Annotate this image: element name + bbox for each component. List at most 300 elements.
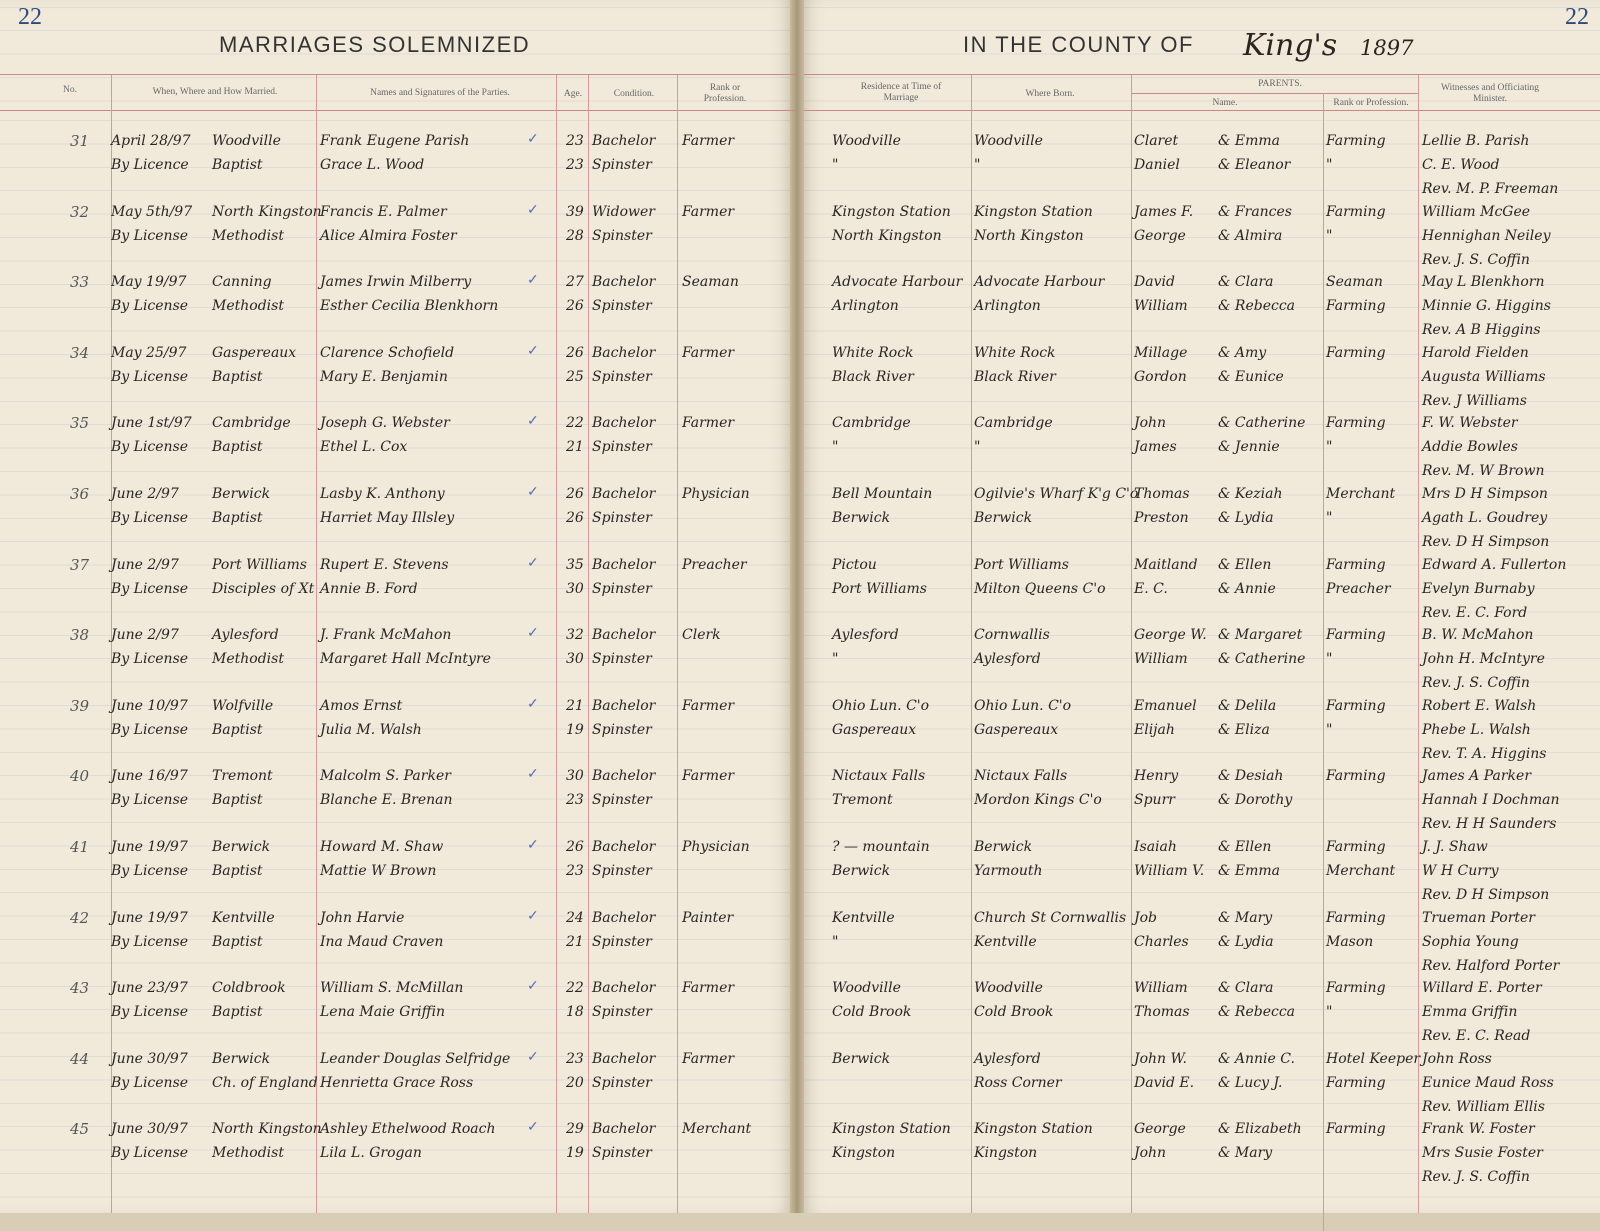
- entry-residence-bride: ": [832, 157, 839, 173]
- entry-groom-father: Emanuel: [1134, 697, 1197, 714]
- entry-minister: Rev. M. P. Freeman: [1422, 181, 1559, 197]
- entry-place: Tremont: [212, 768, 273, 785]
- entry-bride-parents-rank: Farming: [1326, 1074, 1386, 1091]
- entry-born-bride: ": [974, 157, 981, 173]
- column-divider: [677, 75, 678, 1213]
- entry-groom-age: 26: [566, 839, 584, 855]
- entry-residence-groom: Advocate Harbour: [832, 274, 963, 291]
- entry-groom-name: Clarence Schofield: [320, 344, 455, 361]
- entry-witness-2: Evelyn Burnaby: [1422, 580, 1535, 597]
- entry-witness-1: Robert E. Walsh: [1422, 697, 1537, 714]
- entry-date: June 2/97: [111, 486, 179, 502]
- entry-groom-mother: & Clara: [1218, 980, 1274, 997]
- entry-residence-groom: Kingston Station: [832, 203, 951, 220]
- entry-groom-parents-rank: Seaman: [1326, 274, 1383, 291]
- entry-bride-condition: Spinster: [592, 510, 652, 526]
- entry-witness-2: Phebe L. Walsh: [1422, 721, 1531, 738]
- column-divider: [971, 75, 972, 1213]
- entry-minister: Rev. D H Simpson: [1422, 534, 1550, 550]
- entry-bride-mother: & Lucy J.: [1218, 1074, 1283, 1091]
- entry-number: 39: [70, 696, 90, 715]
- entry-license: By License: [111, 439, 189, 456]
- entry-place: Aylesford: [212, 627, 279, 644]
- entry-bride-age: 23: [566, 157, 584, 173]
- entry-groom-profession: Farmer: [682, 768, 735, 785]
- entry-groom-profession: Farmer: [682, 203, 735, 220]
- entry-witness-1: J. J. Shaw: [1422, 839, 1488, 855]
- entry-residence-bride: Port Williams: [832, 580, 927, 597]
- entry-witness-2: Agath L. Goudrey: [1422, 510, 1548, 526]
- check-mark-icon: ✓: [527, 696, 539, 712]
- entry-place: Cambridge: [212, 415, 291, 432]
- entry-bride-mother: & Catherine: [1218, 651, 1306, 668]
- entry-groom-father: James F.: [1134, 203, 1194, 220]
- entry-groom-mother: & Desiah: [1218, 768, 1284, 785]
- entry-groom-age: 22: [566, 980, 584, 997]
- entry-groom-age: 27: [566, 274, 584, 291]
- entry-bride-name: Mary E. Benjamin: [320, 368, 448, 385]
- entry-born-bride: Aylesford: [974, 651, 1041, 668]
- entry-minister: Rev. J. S. Coffin: [1422, 251, 1530, 268]
- entry-minister: Rev. J. S. Coffin: [1422, 675, 1530, 692]
- entry-born-groom: Woodville: [974, 133, 1043, 149]
- entry-born-bride: Berwick: [974, 510, 1033, 526]
- entry-license: By License: [111, 298, 189, 315]
- check-mark-icon: ✓: [527, 1049, 539, 1065]
- entry-residence-groom: Berwick: [832, 1050, 891, 1067]
- entry-license: By License: [111, 651, 189, 668]
- entry-witness-2: Minnie G. Higgins: [1422, 298, 1551, 315]
- entry-groom-parents-rank: Hotel Keeper: [1326, 1050, 1421, 1067]
- entry-license: By License: [111, 227, 189, 244]
- header-when: When, Where and How Married.: [152, 87, 278, 97]
- entry-bride-father: Elijah: [1134, 721, 1175, 738]
- entry-license: By License: [111, 1074, 189, 1091]
- entry-born-groom: Berwick: [974, 839, 1033, 855]
- entry-bride-condition: Spinster: [592, 1074, 652, 1091]
- entry-residence-groom: Pictou: [832, 556, 877, 573]
- entry-bride-age: 21: [566, 439, 584, 456]
- entry-groom-name: Rupert E. Stevens: [320, 556, 449, 573]
- entry-minister: Rev. M. W Brown: [1422, 463, 1545, 480]
- entry-place: North Kingston: [212, 1121, 322, 1138]
- entry-bride-condition: Spinster: [592, 298, 652, 315]
- entry-groom-mother: & Keziah: [1218, 486, 1283, 502]
- entry-born-bride: Yarmouth: [974, 863, 1043, 879]
- entry-denomination: Baptist: [212, 1004, 263, 1021]
- entry-place: Woodville: [212, 133, 281, 149]
- entry-bride-name: Henrietta Grace Ross: [320, 1074, 474, 1091]
- entry-bride-name: Margaret Hall McIntyre: [320, 651, 491, 668]
- entry-residence-groom: Woodville: [832, 980, 901, 997]
- entry-groom-mother: & Ellen: [1218, 839, 1272, 855]
- entry-bride-mother: & Eunice: [1218, 368, 1284, 385]
- entry-residence-bride: Black River: [832, 368, 914, 385]
- check-mark-icon: ✓: [527, 343, 539, 359]
- entry-license: By License: [111, 580, 189, 597]
- entry-witness-1: B. W. McMahon: [1422, 627, 1534, 644]
- entry-residence-groom: Kentville: [832, 909, 895, 926]
- entry-bride-condition: Spinster: [592, 157, 652, 173]
- entry-groom-profession: Painter: [682, 909, 734, 926]
- header-rank: Rank or Profession.: [703, 83, 747, 104]
- entry-groom-parents-rank: Farming: [1326, 415, 1386, 432]
- entry-residence-bride: Gaspereaux: [832, 721, 917, 738]
- entry-groom-name: J. Frank McMahon: [320, 627, 452, 644]
- entry-groom-father: Job: [1134, 909, 1158, 926]
- entry-born-groom: Kingston Station: [974, 1121, 1093, 1138]
- entry-bride-condition: Spinster: [592, 721, 652, 738]
- entry-groom-father: William: [1134, 980, 1188, 997]
- entry-groom-age: 24: [566, 909, 584, 926]
- entry-place: Canning: [212, 274, 272, 291]
- entry-license: By License: [111, 721, 189, 738]
- entry-bride-condition: Spinster: [592, 1145, 652, 1162]
- entry-place: Berwick: [212, 839, 271, 855]
- check-mark-icon: ✓: [527, 202, 539, 218]
- entry-minister: Rev. E. C. Read: [1422, 1028, 1531, 1045]
- right-title: IN THE COUNTY OF: [963, 32, 1194, 57]
- entry-bride-age: 26: [566, 510, 584, 526]
- entry-bride-age: 20: [566, 1074, 584, 1091]
- entry-bride-parents-rank: Mason: [1326, 933, 1374, 950]
- entry-bride-condition: Spinster: [592, 933, 652, 950]
- entry-bride-mother: & Dorothy: [1218, 792, 1293, 809]
- entry-number: 38: [70, 626, 90, 645]
- header-born: Where Born.: [1025, 89, 1075, 99]
- entry-witness-2: Eunice Maud Ross: [1422, 1074, 1554, 1091]
- entry-born-bride: Kingston: [974, 1145, 1038, 1162]
- entry-residence-groom: ? — mountain: [832, 839, 930, 855]
- entry-groom-condition: Bachelor: [592, 839, 656, 855]
- check-mark-icon: ✓: [527, 626, 539, 642]
- column-divider: [556, 75, 557, 1213]
- entry-groom-parents-rank: Farming: [1326, 344, 1386, 361]
- entry-groom-name: Howard M. Shaw: [320, 839, 444, 855]
- entry-groom-name: Leander Douglas Selfridge: [320, 1050, 511, 1067]
- entry-denomination: Disciples of Xt: [212, 580, 315, 597]
- entry-bride-father: Charles: [1134, 933, 1189, 950]
- entry-bride-father: Daniel: [1134, 157, 1180, 173]
- entry-denomination: Methodist: [212, 298, 284, 315]
- entry-groom-mother: & Margaret: [1218, 627, 1303, 644]
- entry-residence-groom: White Rock: [832, 344, 914, 361]
- entry-witness-2: Sophia Young: [1422, 933, 1519, 950]
- entry-groom-age: 23: [566, 133, 584, 149]
- entry-groom-profession: Farmer: [682, 1050, 735, 1067]
- entry-witness-1: Trueman Porter: [1422, 909, 1535, 926]
- entry-bride-name: Mattie W Brown: [320, 863, 437, 879]
- entry-groom-condition: Bachelor: [592, 627, 656, 644]
- entry-minister: Rev. E. C. Ford: [1422, 604, 1528, 621]
- entry-residence-groom: Ohio Lun. C'o: [832, 697, 930, 714]
- entry-groom-name: Ashley Ethelwood Roach: [320, 1121, 496, 1138]
- entry-born-bride: Kentville: [974, 933, 1037, 950]
- entry-groom-profession: Farmer: [682, 415, 735, 432]
- entry-bride-parents-rank: ": [1326, 1004, 1333, 1021]
- entry-residence-bride: ": [832, 651, 839, 668]
- entry-groom-father: George: [1134, 1121, 1186, 1138]
- entry-born-groom: White Rock: [974, 344, 1056, 361]
- entry-groom-profession: Merchant: [682, 1121, 752, 1138]
- entry-groom-age: 35: [566, 556, 584, 573]
- entry-bride-father: William: [1134, 298, 1188, 315]
- entry-groom-profession: Preacher: [682, 556, 747, 573]
- entry-groom-parents-rank: Farming: [1326, 1121, 1386, 1138]
- entry-witness-2: C. E. Wood: [1422, 157, 1500, 173]
- entry-groom-mother: & Delila: [1218, 697, 1277, 714]
- entry-groom-condition: Widower: [592, 203, 655, 220]
- entry-born-bride: North Kingston: [974, 227, 1084, 244]
- entry-license: By License: [111, 1145, 189, 1162]
- entry-witness-2: Addie Bowles: [1422, 439, 1518, 456]
- column-divider: [316, 75, 317, 1213]
- entry-groom-profession: Physician: [682, 839, 750, 855]
- entry-groom-profession: Physician: [682, 486, 750, 502]
- entry-date: June 16/97: [111, 768, 188, 785]
- entry-witness-2: Hannah I Dochman: [1422, 792, 1560, 809]
- entry-groom-parents-rank: Merchant: [1326, 486, 1396, 502]
- entry-witness-1: James A Parker: [1422, 768, 1532, 785]
- entry-born-bride: Arlington: [974, 298, 1041, 315]
- entry-witness-1: Edward A. Fullerton: [1422, 556, 1567, 573]
- entry-groom-name: Malcolm S. Parker: [320, 768, 451, 785]
- column-divider: [1131, 75, 1132, 1213]
- entry-bride-age: 30: [566, 651, 584, 668]
- entry-groom-name: Joseph G. Webster: [320, 415, 450, 432]
- entry-groom-name: William S. McMillan: [320, 980, 464, 997]
- entry-bride-mother: & Jennie: [1218, 439, 1280, 456]
- entry-bride-father: William: [1134, 651, 1188, 668]
- entry-groom-age: 21: [566, 697, 584, 714]
- left-page-number: 22: [18, 4, 42, 30]
- entry-residence-bride: Berwick: [832, 863, 891, 879]
- entry-groom-parents-rank: Farming: [1326, 839, 1386, 855]
- entry-groom-condition: Bachelor: [592, 274, 656, 291]
- entry-groom-age: 29: [566, 1121, 584, 1138]
- entry-minister: Rev. William Ellis: [1422, 1098, 1545, 1115]
- entry-groom-profession: Farmer: [682, 344, 735, 361]
- header-residence: Residence at Time of Marriage: [860, 82, 942, 103]
- entry-groom-parents-rank: Farming: [1326, 697, 1386, 714]
- column-divider: [111, 75, 112, 1213]
- entry-residence-groom: Woodville: [832, 133, 901, 149]
- entry-number: 34: [70, 343, 90, 362]
- entry-groom-parents-rank: Farming: [1326, 627, 1386, 644]
- entry-bride-father: John: [1134, 1145, 1167, 1162]
- entry-groom-parents-rank: Farming: [1326, 980, 1386, 997]
- entry-bride-mother: & Mary: [1218, 1145, 1273, 1162]
- entry-groom-age: 26: [566, 344, 584, 361]
- entry-groom-mother: & Catherine: [1218, 415, 1306, 432]
- header-condition: Condition.: [613, 89, 655, 99]
- right-page-number: 22: [1565, 4, 1589, 30]
- entry-bride-name: Grace L. Wood: [320, 157, 425, 173]
- entry-date: June 1st/97: [111, 415, 192, 432]
- entry-groom-father: John W.: [1134, 1050, 1187, 1067]
- entry-witness-1: Frank W. Foster: [1422, 1121, 1535, 1138]
- entry-bride-father: George: [1134, 227, 1186, 244]
- entry-date: June 30/97: [111, 1121, 188, 1138]
- entry-residence-bride: Tremont: [832, 792, 893, 809]
- entry-groom-age: 30: [566, 768, 584, 785]
- column-divider: [1418, 75, 1419, 1213]
- entry-bride-parents-rank: ": [1326, 157, 1333, 173]
- entry-groom-age: 22: [566, 415, 584, 432]
- entry-groom-condition: Bachelor: [592, 486, 656, 502]
- entry-denomination: Baptist: [212, 933, 263, 950]
- entry-born-bride: Black River: [974, 368, 1056, 385]
- check-mark-icon: ✓: [527, 838, 539, 853]
- entry-bride-age: 23: [566, 863, 584, 879]
- entry-born-bride: Cold Brook: [974, 1004, 1054, 1021]
- entry-denomination: Baptist: [212, 510, 263, 526]
- entry-bride-parents-rank: ": [1326, 227, 1333, 244]
- entry-groom-condition: Bachelor: [592, 1121, 656, 1138]
- entry-groom-age: 32: [566, 627, 584, 644]
- entry-groom-condition: Bachelor: [592, 415, 656, 432]
- entry-groom-condition: Bachelor: [592, 133, 656, 149]
- entry-groom-mother: & Frances: [1218, 203, 1292, 220]
- entry-residence-bride: ": [832, 439, 839, 456]
- entry-bride-name: Alice Almira Foster: [320, 227, 457, 244]
- entry-groom-parents-rank: Farming: [1326, 133, 1386, 149]
- entry-witness-2: W H Curry: [1422, 863, 1499, 879]
- entry-born-groom: Cornwallis: [974, 627, 1050, 644]
- entry-minister: Rev. H H Saunders: [1422, 816, 1557, 833]
- entry-groom-condition: Bachelor: [592, 344, 656, 361]
- entry-date: June 30/97: [111, 1050, 188, 1067]
- entry-date: May 5th/97: [111, 203, 193, 220]
- entry-groom-name: Lasby K. Anthony: [320, 486, 445, 502]
- entry-bride-parents-rank: Farming: [1326, 298, 1386, 315]
- entry-minister: Rev. A B Higgins: [1422, 322, 1541, 339]
- entry-witness-1: Harold Fielden: [1422, 344, 1529, 361]
- entry-groom-mother: & Mary: [1218, 909, 1273, 926]
- entry-place: Berwick: [212, 486, 271, 502]
- entry-bride-parents-rank: ": [1326, 439, 1333, 456]
- entry-date: April 28/97: [111, 133, 191, 149]
- entry-date: June 23/97: [111, 980, 188, 997]
- entry-residence-groom: Kingston Station: [832, 1121, 951, 1138]
- entry-denomination: Ch. of England: [212, 1074, 318, 1091]
- entry-witness-2: Mrs Susie Foster: [1422, 1145, 1543, 1162]
- entry-bride-condition: Spinster: [592, 580, 652, 597]
- entry-groom-profession: Farmer: [682, 980, 735, 997]
- entry-date: May 25/97: [111, 344, 187, 361]
- entry-bride-name: Annie B. Ford: [320, 580, 418, 597]
- entry-license: By License: [111, 792, 189, 809]
- entry-denomination: Methodist: [212, 227, 284, 244]
- entry-groom-condition: Bachelor: [592, 909, 656, 926]
- entry-groom-condition: Bachelor: [592, 556, 656, 573]
- entry-denomination: Baptist: [212, 792, 263, 809]
- header-parents-name: Name.: [1212, 98, 1238, 108]
- entry-minister: Rev. D H Simpson: [1422, 887, 1550, 903]
- register-year: 1897: [1360, 36, 1414, 60]
- entry-bride-age: 30: [566, 580, 584, 597]
- header-witnesses: Witnesses and Officiating Minister.: [1440, 83, 1540, 104]
- entry-license: By License: [111, 933, 189, 950]
- entry-bride-mother: & Emma: [1218, 863, 1281, 879]
- entry-bride-mother: & Rebecca: [1218, 298, 1296, 315]
- entry-groom-parents-rank: Farming: [1326, 768, 1386, 785]
- entry-place: Gaspereaux: [212, 344, 297, 361]
- entry-groom-name: John Harvie: [320, 909, 405, 926]
- entry-license: By License: [111, 863, 189, 879]
- entry-born-groom: Kingston Station: [974, 203, 1093, 220]
- entry-groom-condition: Bachelor: [592, 697, 656, 714]
- entry-groom-father: Isaiah: [1134, 839, 1177, 855]
- check-mark-icon: ✓: [527, 908, 539, 924]
- entry-witness-1: Mrs D H Simpson: [1422, 486, 1548, 502]
- entry-place: Berwick: [212, 1050, 271, 1067]
- entry-groom-father: Millage: [1134, 344, 1188, 361]
- entry-witness-2: Hennighan Neiley: [1422, 227, 1551, 244]
- entry-witness-2: Augusta Williams: [1422, 368, 1546, 385]
- check-mark-icon: ✓: [527, 485, 539, 500]
- entry-groom-parents-rank: Farming: [1326, 203, 1386, 220]
- check-mark-icon: ✓: [527, 767, 539, 783]
- header-top-rule-right: [804, 74, 1600, 75]
- county-name: King's: [1243, 28, 1338, 63]
- entry-born-bride: ": [974, 439, 981, 456]
- check-mark-icon: ✓: [527, 979, 539, 995]
- entry-bride-condition: Spinster: [592, 863, 652, 879]
- entry-bride-father: William V.: [1134, 863, 1205, 879]
- entry-groom-profession: Seaman: [682, 274, 739, 291]
- entry-groom-mother: & Elizabeth: [1218, 1121, 1302, 1138]
- entry-groom-age: 39: [566, 203, 584, 220]
- entry-bride-age: 18: [566, 1004, 584, 1021]
- entry-bride-name: Lena Maie Griffin: [320, 1004, 446, 1021]
- entry-groom-condition: Bachelor: [592, 768, 656, 785]
- entry-born-groom: Cambridge: [974, 415, 1053, 432]
- entry-groom-parents-rank: Farming: [1326, 556, 1386, 573]
- entry-number: 42: [70, 908, 90, 927]
- entry-place: Coldbrook: [212, 980, 286, 997]
- entry-born-groom: Advocate Harbour: [974, 274, 1105, 291]
- entry-number: 41: [70, 838, 90, 856]
- entry-bride-name: Lila L. Grogan: [320, 1145, 422, 1162]
- check-mark-icon: ✓: [527, 132, 539, 147]
- entry-groom-mother: & Annie C.: [1218, 1050, 1295, 1067]
- entry-residence-bride: ": [832, 933, 839, 950]
- entry-born-groom: Ogilvie's Wharf K'g C'o: [974, 486, 1139, 502]
- entry-bride-condition: Spinster: [592, 792, 652, 809]
- entry-residence-bride: Arlington: [832, 298, 899, 315]
- left-title: MARRIAGES SOLEMNIZED: [219, 32, 531, 57]
- entry-witness-1: John Ross: [1422, 1050, 1492, 1067]
- entry-groom-age: 23: [566, 1050, 584, 1067]
- entry-place: Wolfville: [212, 697, 274, 714]
- entry-born-groom: Aylesford: [974, 1050, 1041, 1067]
- entry-minister: Rev. Halford Porter: [1422, 957, 1560, 974]
- entry-bride-mother: & Almira: [1218, 227, 1283, 244]
- entry-residence-groom: Bell Mountain: [832, 486, 933, 502]
- entry-residence-bride: Cold Brook: [832, 1004, 912, 1021]
- entry-groom-father: Henry: [1134, 768, 1179, 785]
- entry-groom-mother: & Clara: [1218, 274, 1274, 291]
- entry-witness-1: William McGee: [1422, 203, 1531, 220]
- entry-witness-2: John H. McIntyre: [1422, 651, 1545, 668]
- entry-residence-bride: Kingston: [832, 1145, 896, 1162]
- entry-bride-age: 19: [566, 1145, 584, 1162]
- entry-date: June 19/97: [111, 839, 188, 855]
- entry-bride-age: 19: [566, 721, 584, 738]
- entry-bride-name: Julia M. Walsh: [320, 721, 422, 738]
- entry-bride-mother: & Annie: [1218, 580, 1276, 597]
